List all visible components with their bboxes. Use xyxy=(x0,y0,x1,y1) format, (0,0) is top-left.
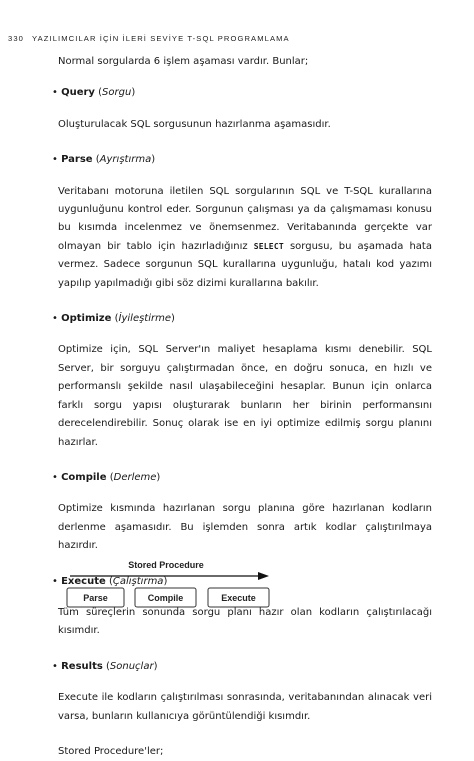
translation-results: Sonuçlar xyxy=(109,660,154,672)
translation-optimize: İyileştirme xyxy=(118,313,172,325)
bullet-results: • Results (Sonuçlar) xyxy=(52,660,158,672)
bullet-execute: • Execute (Çalıştırma) xyxy=(52,575,168,587)
desc-results: Execute ile kodların çalıştırılması sonrasında, veritabanından alınacak veri varsa, bunların kullanıcıya görüntülendiği kısımdır. xyxy=(58,692,432,722)
step-label-parse: Parse xyxy=(83,593,108,603)
bullet-query: • Query (Sorgu) xyxy=(52,87,136,99)
translation-parse: Ayrıştırma xyxy=(99,154,152,166)
step-label-compile: Compile xyxy=(147,593,184,603)
body-text xyxy=(52,53,432,761)
bullet-parse: • Parse (Ayrıştırma) xyxy=(52,154,156,166)
term-query: Query xyxy=(61,87,95,99)
term-parse: Parse xyxy=(61,154,93,166)
desc-execute: Tüm süreçlerin sonunda sorgu planı hazır olan kodların çalıştırılacağı kısımdır. xyxy=(58,606,432,637)
desc-compile: Optimize kısmında hazırlanan sorgu planına göre hazırlanan kodların derlenme aşamasıdır. Bu işlemden sonra artık kodlar çalıştırılmaya hazırdır. xyxy=(58,503,432,552)
desc-query: Oluşturulacak SQL sorgusunun hazırlanma aşamasıdır. xyxy=(58,118,331,130)
term-execute: Execute xyxy=(61,575,106,587)
diagram-arrow-head xyxy=(258,572,269,580)
desc-parse: Veritabanı motoruna iletilen SQL sorgularının SQL ve T-SQL kurallarına uygunluğunu kontrol eder. Sorgunun çalışması ya da çalışmaması konusu bu kısımda incelenmez ve önemsenmez. Veritabanında gerçekte var olmayan bir tablo için hazırladığınız SELECT sorgusu, bu aşamada hata vermez. Sadece sorgunun SQL kurallarına uygunluğu, hatalı kod yazımı yapılıp yapılmadığı gibi söz dizimi kurallarına bakılır. xyxy=(58,185,432,289)
running-title: YAZILIMCILAR İÇİN İLERİ SEVİYE T-SQL PROGRAMLAMA xyxy=(31,34,290,43)
step-label-execute: Execute xyxy=(221,593,256,603)
term-results: Results xyxy=(61,660,103,672)
translation-compile: Derleme xyxy=(113,471,157,483)
stored-procedure-diagram xyxy=(58,558,298,610)
bullet-optimize: • Optimize (İyileştirme) xyxy=(52,313,175,325)
term-compile: Compile xyxy=(61,471,107,483)
translation-query: Sorgu xyxy=(102,87,132,99)
stored-procedure-intro: Stored Procedure'ler; xyxy=(58,745,164,757)
translation-execute: Çalıştırma xyxy=(112,575,164,587)
term-optimize: Optimize xyxy=(61,313,112,325)
desc-optimize: Optimize için, SQL Server'ın maliyet hesaplama kısmı denebilir. SQL Server, bir sorguyu çalıştırmadan önce, en doğru sonuca, en hızlı ve performanslı şekilde nasıl ulaşabileceğini hesaplar. Bunun için onlarca farklı sorgu yapısı oluşturarak bunların her birinin performansını derecelendirebilir. Sonuç olarak ise en iyi optimize edilmiş sorgu planını hazırlar. xyxy=(58,344,432,448)
intro-paragraph: Normal sorgularda 6 işlem aşaması vardır. Bunlar; xyxy=(58,56,309,67)
diagram-title: Stored Procedure xyxy=(128,560,204,570)
page-number: 330 xyxy=(8,34,24,43)
code-select: SELECT xyxy=(253,241,284,251)
bullet-compile: • Compile (Derleme) xyxy=(52,471,161,483)
diagram-svg xyxy=(58,558,298,610)
running-header xyxy=(8,34,468,43)
